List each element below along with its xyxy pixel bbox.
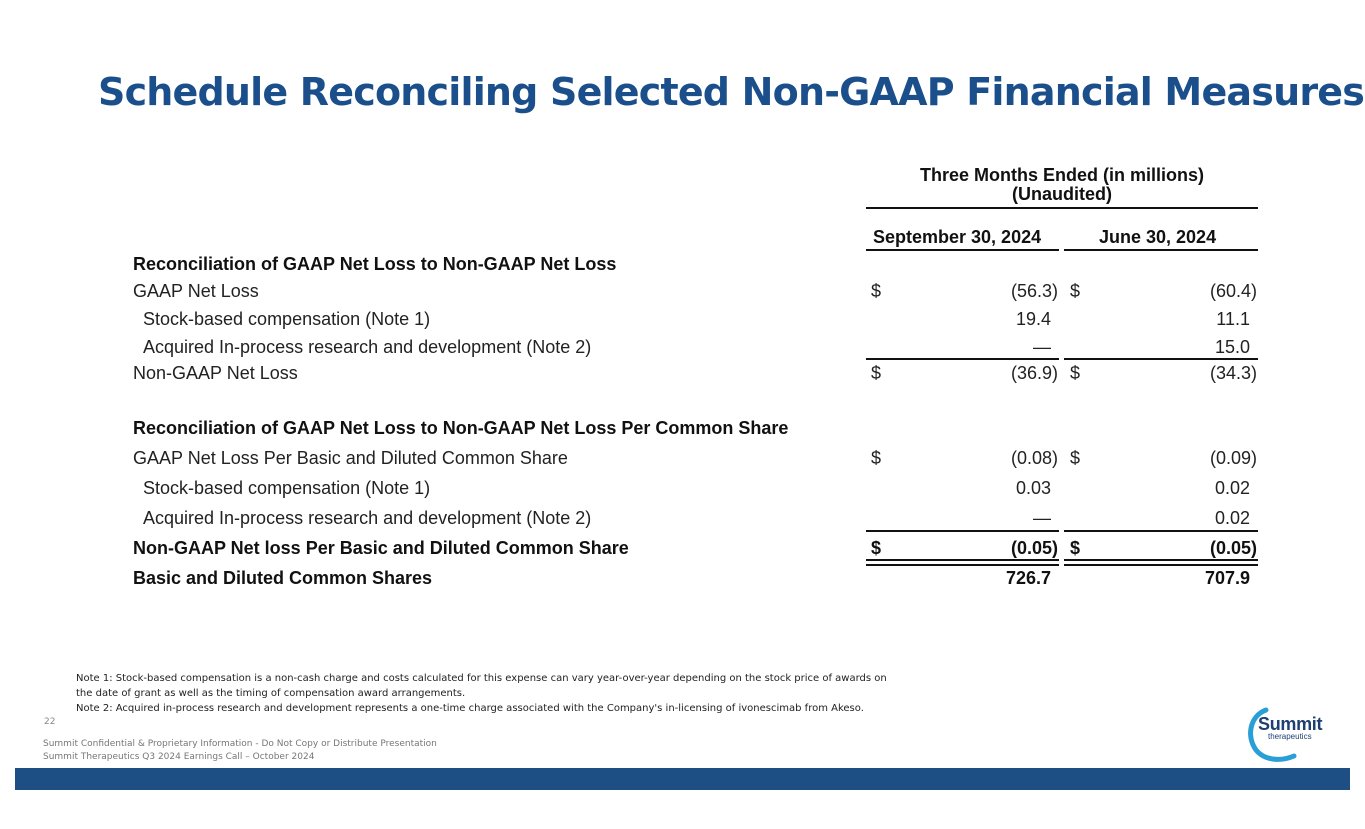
table-row [0, 568, 1365, 592]
period-header-line1: Three Months Ended (in millions) [919, 165, 1204, 185]
value-jun: 15.0 [1214, 337, 1250, 357]
value-sep: (0.05) [1010, 538, 1058, 558]
table-row [0, 281, 1365, 305]
dollar-sign: $ [871, 448, 882, 468]
row-label: GAAP Net Loss [133, 281, 259, 301]
total-double-rule [866, 559, 1059, 566]
footer-bar [15, 768, 1350, 790]
footer-line1: Summit Confidential & Proprietary Information - Do Not Copy or Distribute Presentation [43, 739, 437, 749]
row-label: Stock-based compensation (Note 1) [143, 478, 431, 498]
subtotal-rule [1064, 530, 1258, 532]
value-jun: (0.05) [1209, 538, 1257, 558]
dollar-sign: $ [871, 363, 882, 383]
subtotal-rule [1064, 358, 1258, 360]
table-row [0, 309, 1365, 333]
dollar-sign: $ [1070, 538, 1081, 558]
row-label: Acquired In-process research and development (Note 2) [143, 508, 592, 528]
row-label: Non-GAAP Net Loss [133, 363, 298, 383]
value-jun: 0.02 [1214, 478, 1250, 498]
value-sep: 19.4 [1015, 309, 1051, 329]
value-sep: 726.7 [1005, 568, 1051, 588]
col2-header-rule [1064, 249, 1258, 251]
note-1-line1: Note 1: Stock-based compensation is a non-cash charge and costs calculated for this expense can vary year-over-year depending on the stock price of awards on [76, 673, 887, 684]
value-sep: — [1033, 508, 1051, 528]
footer-line2: Summit Therapeutics Q3 2024 Earnings Call – October 2024 [43, 752, 315, 762]
table-row [0, 254, 1365, 278]
value-jun: 0.02 [1214, 508, 1250, 528]
value-sep: (56.3) [1010, 281, 1058, 301]
dollar-sign: $ [1070, 448, 1081, 468]
logo-subtitle: therapeutics [1268, 732, 1312, 741]
value-sep: (36.9) [1010, 363, 1058, 383]
note-2: Note 2: Acquired in-process research and development represents a one-time charge associated with the Company's in-licensing of ivonescimab from Akeso. [76, 703, 864, 714]
page-title: Schedule Reconciling Selected Non-GAAP Financial Measures [98, 70, 1365, 114]
table-row [0, 478, 1365, 502]
value-jun: 11.1 [1216, 309, 1250, 329]
header-rule [866, 207, 1258, 209]
subtotal-rule [866, 530, 1059, 532]
period-header [866, 166, 1258, 204]
value-jun: (34.3) [1209, 363, 1257, 383]
value-sep: 0.03 [1015, 478, 1051, 498]
table-row [0, 508, 1365, 532]
row-label: Basic and Diluted Common Shares [133, 568, 433, 588]
subtotal-rule [866, 358, 1059, 360]
value-jun: 707.9 [1204, 568, 1250, 588]
logo-name: Summit [1258, 714, 1323, 734]
row-label: Stock-based compensation (Note 1) [143, 309, 431, 329]
row-label: Reconciliation of GAAP Net Loss to Non-GAAP Net Loss [133, 254, 617, 274]
value-sep: — [1033, 337, 1051, 357]
dollar-sign: $ [871, 281, 882, 301]
row-label: Reconciliation of GAAP Net Loss to Non-GAAP Net Loss Per Common Share [133, 418, 789, 438]
value-sep: (0.08) [1010, 448, 1058, 468]
table-row [0, 418, 1365, 442]
dollar-sign: $ [871, 538, 882, 558]
value-jun: (60.4) [1209, 281, 1257, 301]
dollar-sign: $ [1070, 281, 1081, 301]
footnotes [76, 671, 936, 716]
total-double-rule [1064, 559, 1258, 566]
page-number: 22 [44, 717, 56, 727]
row-label: GAAP Net Loss Per Basic and Diluted Common Share [133, 448, 568, 468]
footer [43, 738, 437, 764]
row-label: Acquired In-process research and development (Note 2) [143, 337, 592, 357]
col-header-jun: June 30, 2024 [1099, 227, 1217, 247]
table-row [0, 363, 1365, 387]
note-1-line2: the date of grant as well as the timing of compensation award arrangements. [76, 688, 466, 699]
col1-header-rule [866, 249, 1059, 251]
table-row [0, 448, 1365, 472]
dollar-sign: $ [1070, 363, 1081, 383]
period-header-line2: (Unaudited) [1012, 184, 1112, 204]
row-label: Non-GAAP Net loss Per Basic and Diluted Common Share [133, 538, 629, 558]
value-jun: (0.09) [1209, 448, 1257, 468]
col-header-sep: September 30, 2024 [873, 227, 1042, 247]
